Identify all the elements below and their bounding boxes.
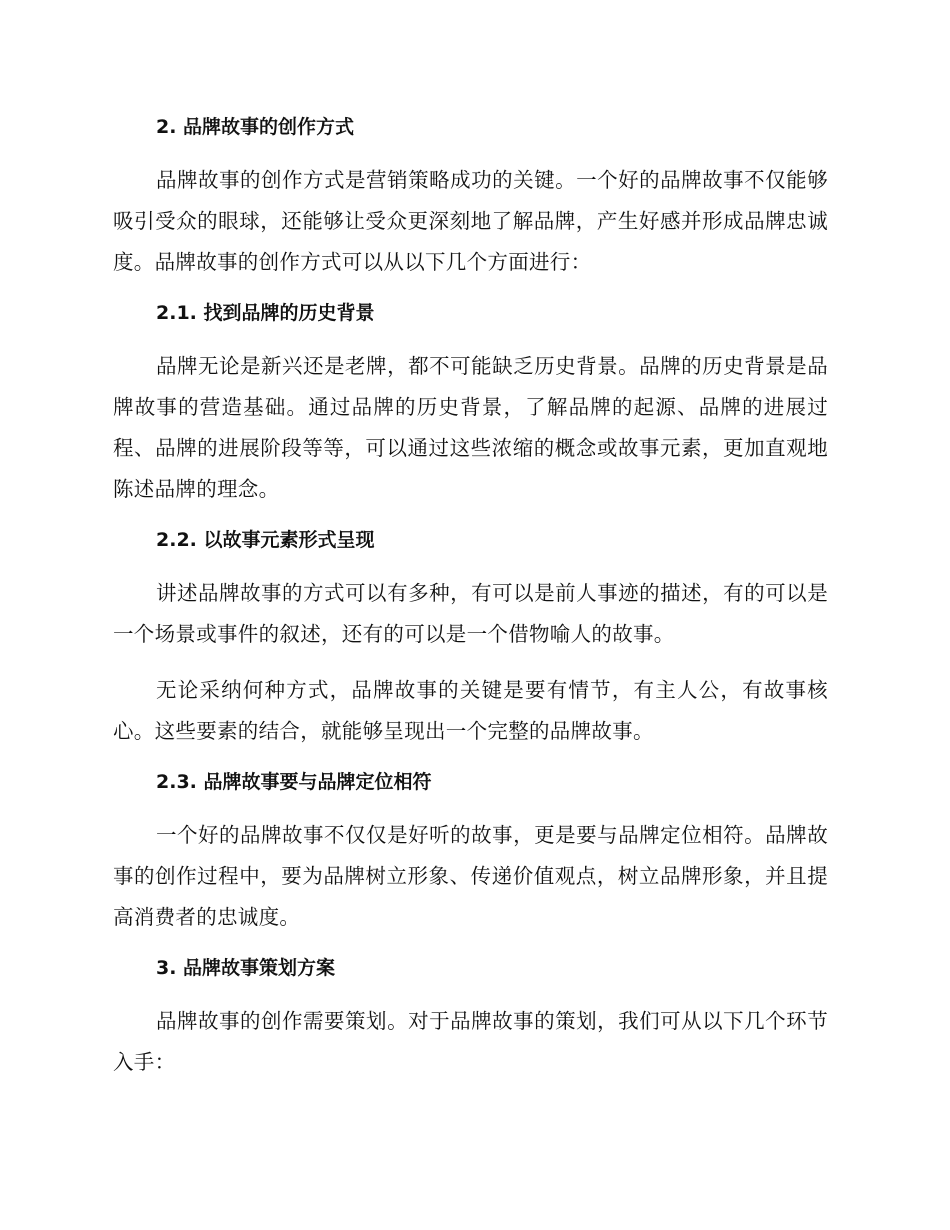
section-heading-2-1: 2.1. 找到品牌的历史背景 <box>156 302 375 324</box>
paragraph-2-1: 品牌无论是新兴还是老牌，都不可能缺乏历史背景。品牌的历史背景是品牌故事的营造基础。通过品牌的历史背景，了解品牌的起源、品牌的进展过程、品牌的进展阶段等等，可以通过这些浓缩的概念或故事元素，更加直观地陈述品牌的理念。 <box>113 354 828 501</box>
paragraph-2-3: 一个好的品牌故事不仅仅是好听的故事，更是要与品牌定位相符。品牌故事的创作过程中，要为品牌树立形象、传递价值观点，树立品牌形象，并且提高消费者的忠诚度。 <box>113 823 828 929</box>
document-body <box>113 112 828 1098</box>
section-heading-2: 2. 品牌故事的创作方式 <box>156 116 355 138</box>
paragraph-2-2-a: 讲述品牌故事的方式可以有多种，有可以是前人事迹的描述，有的可以是一个场景或事件的叙述，还有的可以是一个借物喻人的故事。 <box>113 581 828 646</box>
section-heading-3: 3. 品牌故事策划方案 <box>156 957 336 979</box>
paragraph-2-intro: 品牌故事的创作方式是营销策略成功的关键。一个好的品牌故事不仅能够吸引受众的眼球，还能够让受众更深刻地了解品牌，产生好感并形成品牌忠诚度。品牌故事的创作方式可以从以下几个方面进行： <box>113 168 828 274</box>
paragraph-3-intro: 品牌故事的创作需要策划。对于品牌故事的策划，我们可从以下几个环节入手： <box>113 1009 828 1074</box>
section-heading-2-2: 2.2. 以故事元素形式呈现 <box>156 529 375 551</box>
section-heading-2-3: 2.3. 品牌故事要与品牌定位相符 <box>156 771 432 793</box>
paragraph-2-2-b: 无论采纳何种方式，品牌故事的关键是要有情节，有主人公，有故事核心。这些要素的结合，就能够呈现出一个完整的品牌故事。 <box>113 678 828 743</box>
